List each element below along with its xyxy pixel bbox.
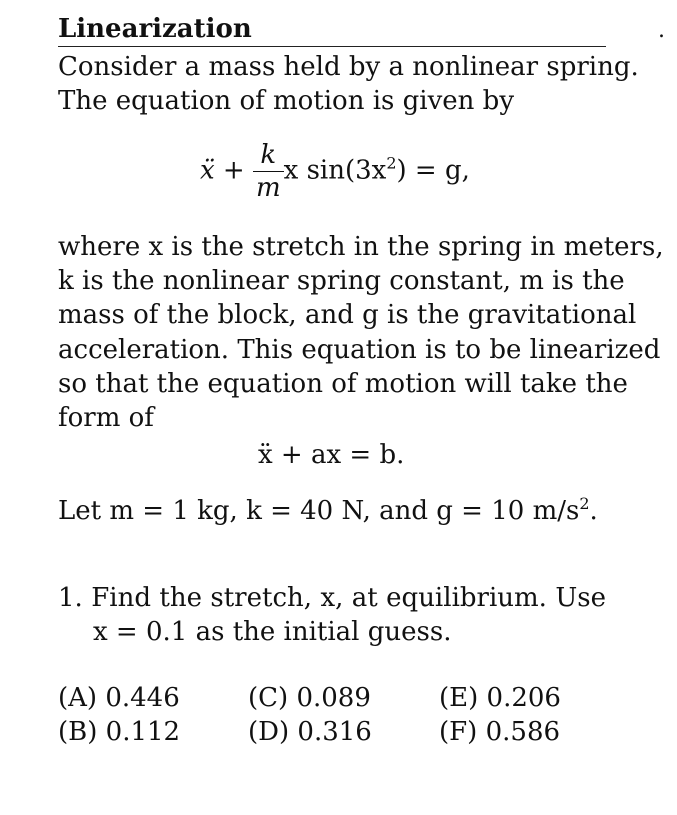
k-over-m-fraction xyxy=(253,142,284,201)
fraction-numerator: k xyxy=(260,140,277,170)
choice-f[interactable]: (F) 0.586 xyxy=(439,717,561,747)
choice-e[interactable]: (E) 0.206 xyxy=(439,683,561,713)
intro-line-1: Consider a mass held by a nonlinear spring. xyxy=(58,52,639,82)
choice-d[interactable]: (D) 0.316 xyxy=(248,717,372,747)
given-prefix: Let m = 1 kg, k = 40 N, and g = 10 m/s xyxy=(58,496,580,526)
given-exponent: 2 xyxy=(579,494,590,513)
description-line-2: k is the nonlinear spring constant, m is the xyxy=(58,266,625,296)
choice-a[interactable]: (A) 0.446 xyxy=(58,683,180,713)
fraction-denominator: m xyxy=(253,171,284,201)
equation-of-motion xyxy=(200,142,470,201)
description-line-3: mass of the block, and g is the gravitational xyxy=(58,300,637,330)
eq1-exponent: 2 xyxy=(386,153,397,173)
intro-line-2: The equation of motion is given by xyxy=(58,86,515,116)
choice-c[interactable]: (C) 0.089 xyxy=(248,683,371,713)
question-line-2: x = 0.1 as the initial guess. xyxy=(93,617,452,647)
description-line-4: acceleration. This equation is to be linearized xyxy=(58,335,661,365)
description-line-5: so that the equation of motion will take the xyxy=(58,369,628,399)
given-suffix: . xyxy=(589,496,598,526)
eq1-lhs: ẍ + xyxy=(200,155,245,186)
eq1-rhs: ) = g, xyxy=(396,155,470,186)
given-values xyxy=(58,487,606,528)
section-heading: Linearization xyxy=(58,12,606,47)
corner-dot: . xyxy=(658,18,665,43)
eq1-middle: x sin(3x xyxy=(283,155,387,186)
choice-b[interactable]: (B) 0.112 xyxy=(58,717,181,747)
description-line-1: where x is the stretch in the spring in meters, xyxy=(58,232,664,262)
question-line-1: 1. Find the stretch, x, at equilibrium. Use xyxy=(58,583,606,613)
linearized-equation: ẍ + ax = b. xyxy=(258,440,405,470)
description-line-6: form of xyxy=(58,403,154,433)
